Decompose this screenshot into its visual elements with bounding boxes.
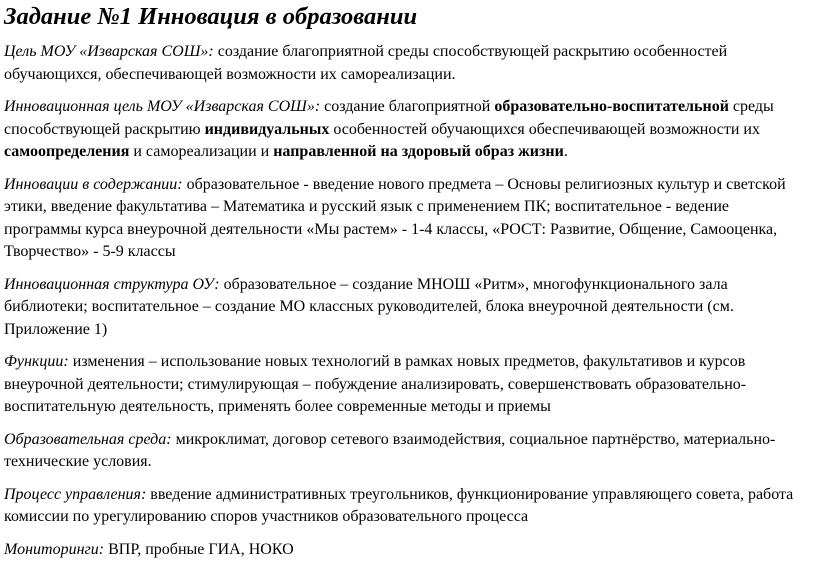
bold-phrase: самоопределения xyxy=(4,143,129,160)
paragraph-label: Инновации в содержании: xyxy=(4,176,183,193)
paragraph-text: ВПР, пробные ГИА, НОКО xyxy=(104,541,294,558)
page-title: Задание №1 Инновация в образовании xyxy=(4,2,806,32)
paragraph-text: и самореализации и xyxy=(129,143,273,160)
paragraph-text: создание благоприятной среды способствующей раскрытию особенностей обучающихся, обеспечивающей возможности их самореализации. xyxy=(4,43,727,83)
paragraph-label: Функции: xyxy=(4,353,69,370)
paragraph-text: введение административных треугольников, функционирование управляющего совета, работа комиссии по урегулированию споров участников образовательного процесса xyxy=(4,486,793,526)
paragraph-label: Инновационная цель МОУ «Изварская СОШ»: xyxy=(4,98,320,115)
paragraph-text: микроклимат, договор сетевого взаимодействия, социальное партнёрство, материально-технические условия. xyxy=(4,431,775,471)
paragraph-school-goal xyxy=(4,41,806,86)
paragraph-text: образовательное – создание МНОШ «Ритм», многофункционального зала библиотеки; воспитательное – создание МО классных руководителей, блока внеурочной деятельности (см. Приложение 1) xyxy=(4,276,734,338)
paragraph-content-innovations xyxy=(4,174,806,264)
paragraph-label: Инновационная структура ОУ: xyxy=(4,276,220,293)
paragraph-management-process xyxy=(4,484,806,529)
paragraph-educational-environment xyxy=(4,429,806,474)
paragraph-innovation-structure xyxy=(4,274,806,342)
paragraph-text: особенностей обучающихся обеспечивающей возможности их xyxy=(329,121,760,138)
paragraph-label: Цель МОУ «Изварская СОШ»: xyxy=(4,43,214,60)
paragraph-text: создание благоприятной xyxy=(320,98,494,115)
paragraph-innovation-goal xyxy=(4,96,806,164)
paragraph-label: Мониторинги: xyxy=(4,541,104,558)
paragraph-functions xyxy=(4,351,806,419)
paragraph-text: изменения – использование новых технологий в рамках новых предметов, факультативов и курсов внеурочной деятельности; стимулирующая – побуждение анализировать, совершенствовать образовательно-воспитательную деятельность, применять более современные методы и приемы xyxy=(4,353,746,415)
paragraph-text: . xyxy=(564,143,568,160)
paragraph-label: Процесс управления: xyxy=(4,486,146,503)
bold-phrase: направленной на здоровый образ жизни xyxy=(273,143,564,160)
paragraph-monitoring xyxy=(4,539,806,561)
paragraph-label: Образовательная среда: xyxy=(4,431,172,448)
bold-phrase: индивидуальных xyxy=(205,121,330,138)
paragraph-text: образовательное - введение нового предмета – Основы религиозных культур и светской этики, введение факультатива – Математика и русский язык с применением ПК; воспитательное - ведение программы курса внеурочной деятельности «Мы растем» - 1-4 классы, «РОСТ: Развитие, Общение, Самооценка, Творчество» - 5-9 классы xyxy=(4,176,786,261)
paragraph-text: среды способствующей раскрытию xyxy=(4,98,774,138)
bold-phrase: образовательно-воспитательной xyxy=(494,98,729,115)
